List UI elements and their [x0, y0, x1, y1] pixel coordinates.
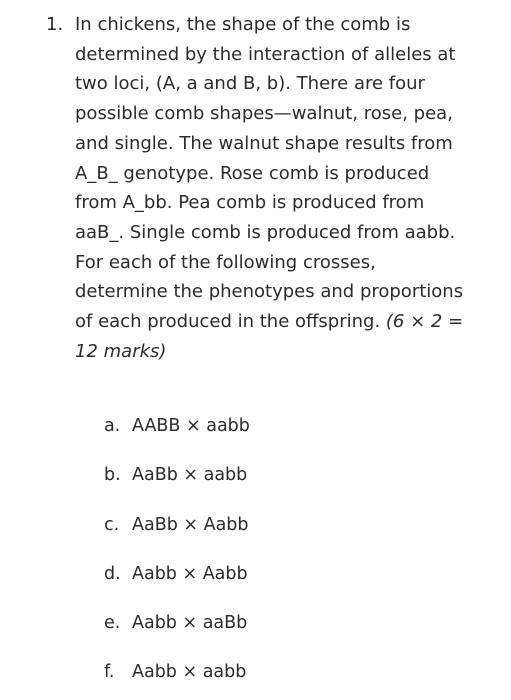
- cross-item-b: [104, 463, 247, 487]
- cross-genotypes: Aabb × aaBb: [132, 613, 248, 633]
- question-marks: (6 × 2 = 12 marks): [75, 311, 464, 362]
- cross-genotypes: Aabb × Aabb: [132, 564, 248, 584]
- cross-letter: d.: [104, 564, 121, 584]
- cross-genotypes: AaBb × aabb: [132, 465, 248, 485]
- cross-genotypes: AaBb × Aabb: [132, 515, 249, 535]
- cross-item-c: [104, 513, 249, 537]
- cross-letter: f.: [104, 662, 115, 682]
- question-text-paragraph: [75, 10, 467, 366]
- cross-letter: e.: [104, 613, 121, 633]
- cross-item-f: [104, 660, 246, 684]
- cross-item-d: [104, 562, 248, 586]
- cross-letter: b.: [104, 465, 121, 485]
- cross-item-a: [104, 414, 250, 438]
- question-text: In chickens, the shape of the comb is determined by the interaction of alleles at two loci, (A, a and B, b). There are four possible comb shapes—walnut, rose, pea, and single. The walnut shape results from A_B_ genotype. Rose comb is produced from A_bb. Pea comb is produced from aaB_. Single comb is produced from aabb. For each of the following crosses, determine the phenotypes and proportions of each produced in the offspring.: [75, 14, 464, 333]
- cross-genotypes: AABB × aabb: [132, 416, 250, 436]
- question-number: 1.: [46, 14, 64, 35]
- cross-letter: c.: [104, 515, 120, 535]
- cross-genotypes: Aabb × aabb: [132, 662, 247, 682]
- cross-letter: a.: [104, 416, 121, 436]
- cross-item-e: [104, 611, 247, 635]
